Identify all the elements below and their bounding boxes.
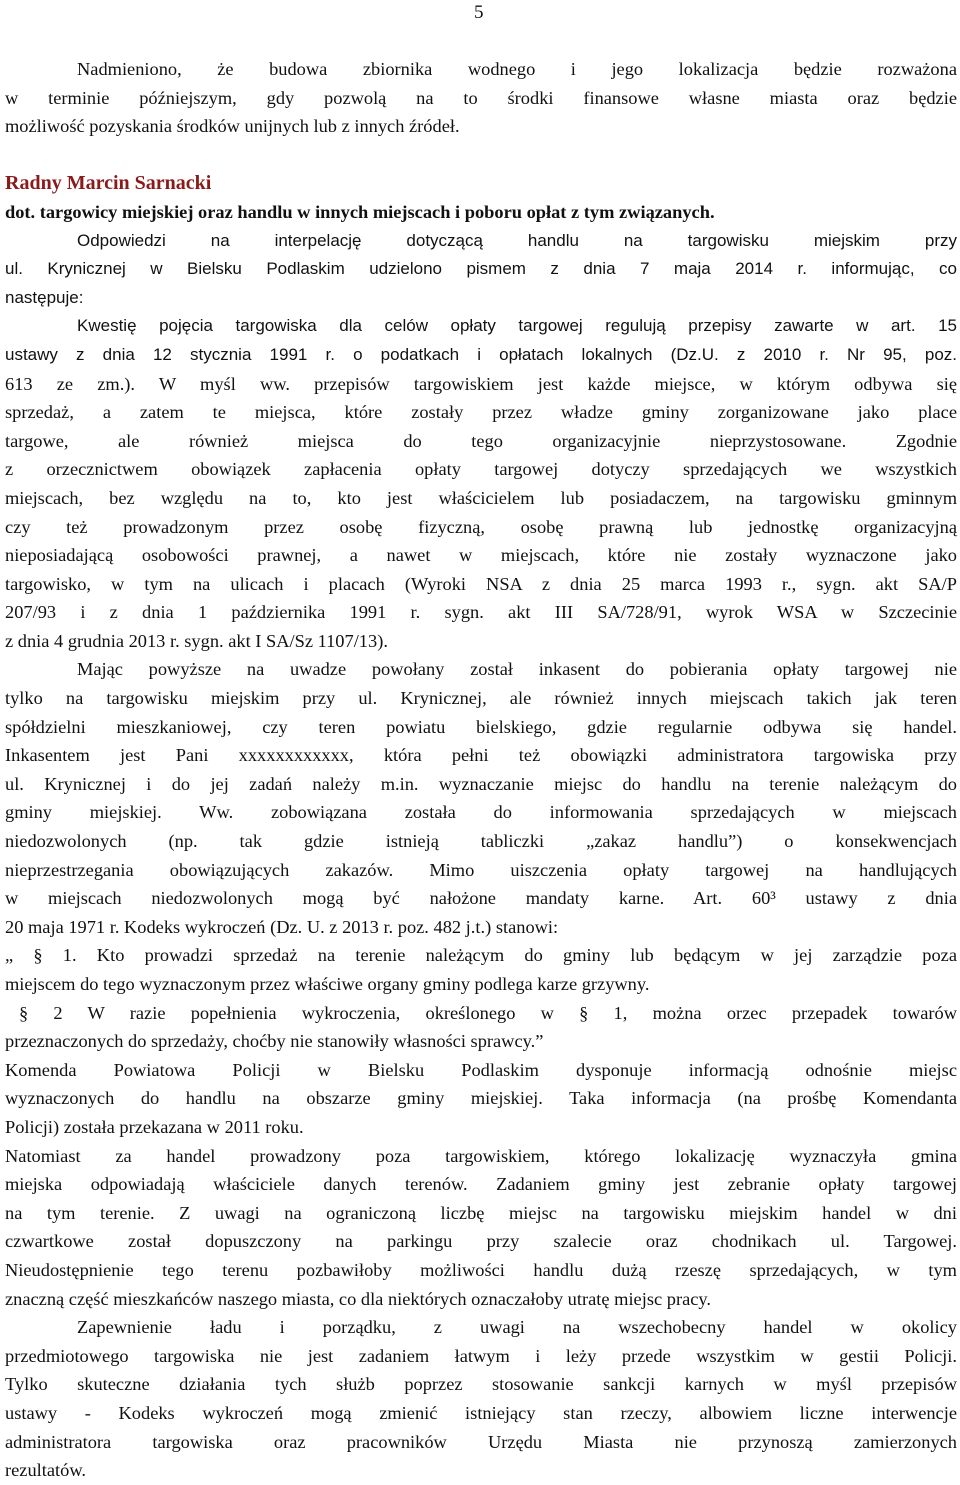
paragraph-line: następuje: <box>5 287 84 307</box>
statute-quote-line: § 2 W razie popełnienia wykroczenia, określonego w § 1, można orzec przepadek towarów <box>19 1002 957 1023</box>
paragraph-line: ul. Krynicznej w Bielsku Podlaskim udzielono pismem z dnia 7 maja 2014 r. informując, co <box>5 259 957 279</box>
paragraph-line: czy też prowadzonym przez osobę fizyczną, osobę prawną lub jednostkę organizacyjną <box>5 516 957 537</box>
paragraph-line: targowisko, w tym na ulicach i placach (Wyroki NSA z dnia 25 marca 1993 r., sygn. akt SA/P <box>5 573 957 594</box>
paragraph-line: 613 ze zm.). W myśl ww. przepisów targowiskiem jest każde miejsce, w którym odbywa się <box>5 373 957 394</box>
paragraph-line: Policji) została przekazana w 2011 roku. <box>5 1116 304 1137</box>
statute-quote-line: przeznaczonych do sprzedaży, choćby nie stanowiły własności sprawcy.” <box>5 1031 544 1052</box>
statute-quote-line: „ § 1. Kto prowadzi sprzedaż na terenie należącym do gminy lub będącym w jej zarządzie poza <box>5 945 957 966</box>
paragraph-line: sprzedaż, a zatem te miejsca, które zostały przez władze gminy zorganizowane jako place <box>5 402 957 423</box>
paragraph-line: targowe, ale również miejsca do tego organizacyjnie nieprzystosowane. Zgodnie <box>5 430 957 451</box>
document-body <box>5 55 957 1485</box>
paragraph-line: niedozwolonych (np. tak gdzie istnieją tabliczki „zakaz handlu”) o konsekwencjach <box>5 831 957 852</box>
paragraph-line: w miejscach niedozwolonych mogą być nałożone mandaty karne. Art. 60³ ustawy z dnia <box>5 888 957 909</box>
paragraph-line: Tylko skuteczne działania tych służb poprzez stosowanie sankcji karnych w myśl przepisów <box>5 1374 957 1395</box>
page-number: 5 <box>474 2 484 23</box>
paragraph-line: 207/93 i z dnia 1 października 1991 r. sygn. akt III SA/728/91, wyrok WSA w Szczecinie <box>5 602 957 623</box>
interpellation-subject: dot. targowicy miejskiej oraz handlu w innych miejscach i poboru opłat z tym związanych. <box>5 201 715 222</box>
paragraph-line: na tym terenie. Z uwagi na ograniczoną liczbę miejsc na targowisku miejskim handel w dni <box>5 1202 957 1223</box>
paragraph-line: nieprzestrzegania obowiązujących zakazów. Mimo uiszczenia opłaty targowej na handlujących <box>5 859 957 880</box>
paragraph-line: Kwestię pojęcia targowiska dla celów opłaty targowej regulują przepisy zawarte w art. 15 <box>77 316 957 336</box>
paragraph-line: Odpowiedzi na interpelację dotyczącą handlu na targowisku miejskim przy <box>77 230 957 250</box>
paragraph-line: 20 maja 1971 r. Kodeks wykroczeń (Dz. U. z 2013 r. poz. 482 j.t.) stanowi: <box>5 916 559 937</box>
paragraph-line: Natomiast za handel prowadzony poza targowiskiem, którego lokalizację wyznaczyła gmina <box>5 1145 957 1166</box>
paragraph-line: rezultatów. <box>5 1460 87 1481</box>
paragraph-line: Nieudostępnienie tego terenu pozbawiłoby możliwości handlu dużą rzeszę sprzedających, w tym <box>5 1259 957 1280</box>
paragraph-line: miejscach, bez względu na to, kto jest właścicielem lub posiadaczem, na targowisku gminnym <box>5 487 957 508</box>
paragraph-line: gminy miejskiej. Ww. zobowiązana została do informowania sprzedających w miejscach <box>5 802 957 823</box>
paragraph-line: miejska odpowiadają właściciele danych terenów. Zadaniem gminy jest zebranie opłaty targowej <box>5 1174 957 1195</box>
paragraph-line: z dnia 4 grudnia 2013 r. sygn. akt I SA/Sz 1107/13). <box>5 630 388 651</box>
paragraph-line: przedmiotowego targowiska nie jest zadaniem łatwym i leży przede wszystkim w gestii Policji. <box>5 1345 957 1366</box>
paragraph-line: ustawy z dnia 12 stycznia 1991 r. o podatkach i opłatach lokalnych (Dz.U. z 2010 r. Nr 95, poz. <box>5 344 957 364</box>
paragraph-line: znaczną część mieszkańców naszego miasta, co dla niektórych oznaczałoby utratę miejsc pracy. <box>5 1288 711 1309</box>
paragraph-line: czwartkowe został dopuszczony na parkingu przy szalecie oraz chodnikach ul. Targowej. <box>5 1231 957 1252</box>
statute-quote-line: miejscem do tego wyznaczonym przez właściwe organy gminy podlega karze grzywny. <box>5 974 650 994</box>
paragraph-line: Nadmieniono, że budowa zbiornika wodnego i jego lokalizacja będzie rozważona <box>77 59 957 79</box>
paragraph-line: wyznaczonych do handlu na obszarze gminy miejskiej. Taka informacja (na prośbę Komendanta <box>5 1088 957 1109</box>
paragraph-line: z orzecznictwem obowiązek zapłacenia opłaty targowej dotyczy sprzedających we wszystkich <box>5 459 957 480</box>
paragraph-line: Komenda Powiatowa Policji w Bielsku Podlaskim dysponuje informacją odnośnie miejsc <box>5 1059 957 1080</box>
paragraph-line: nieposiadającą osobowości prawnej, a nawet w miejscach, które nie zostały wyznaczone jako <box>5 545 957 566</box>
paragraph-line: Inkasentem jest Pani xxxxxxxxxxxx, która pełni też obowiązki administratora targowiska przy <box>5 745 957 766</box>
paragraph-line: Mając powyższe na uwadze powołany został inkasent do pobierania opłaty targowej nie <box>77 659 957 680</box>
paragraph-line: ustawy - Kodeks wykroczeń mogą zmienić istniejący stan rzeczy, albowiem liczne interwencje <box>5 1402 957 1423</box>
paragraph-line: administratora targowiska oraz pracowników Urzędu Miasta nie przynoszą zamierzonych <box>5 1431 957 1452</box>
paragraph-line: ul. Krynicznej i do jej zadań należy m.in. wyznaczanie miejsc do handlu na terenie należącym do <box>5 773 957 794</box>
paragraph-line: możliwość pozyskania środków unijnych lub z innych źródeł. <box>5 116 460 137</box>
spacer <box>5 141 957 170</box>
paragraph-line: tylko na targowisku miejskim przy ul. Krynicznej, ale również innych miejscach takich jak teren <box>5 688 957 709</box>
paragraph-line: w terminie późniejszym, gdy pozwolą na to środki finansowe własne miasta oraz będzie <box>5 87 957 108</box>
councillor-heading: Radny Marcin Sarnacki <box>5 172 212 195</box>
paragraph-line: Zapewnienie ładu i porządku, z uwagi na wszechobecny handel w okolicy <box>77 1317 957 1338</box>
paragraph-line: spółdzielni mieszkaniowej, czy teren powiatu bielskiego, gdzie regularnie odbywa się handel. <box>5 716 957 737</box>
